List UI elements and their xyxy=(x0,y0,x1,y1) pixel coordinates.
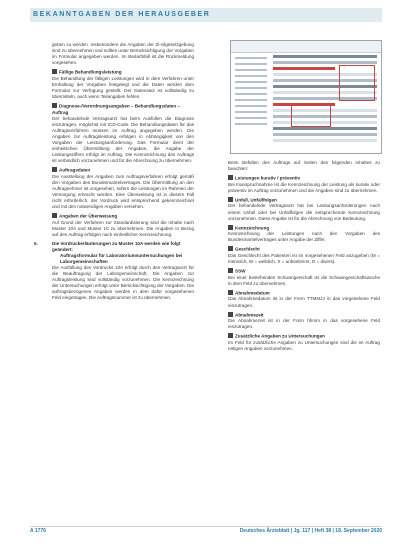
right-section-4-head: Geschlecht xyxy=(235,246,260,252)
right-section-7 xyxy=(228,312,380,331)
right-section-6-head: Abnahmedatum xyxy=(235,290,270,296)
numbered-item-head: Die Vordruckerläuterungen zu Muster 10A werden wie folgt geändert: xyxy=(52,240,181,252)
bullet-square-icon xyxy=(228,268,233,273)
form-highlight-box xyxy=(339,65,375,101)
form-left-panel xyxy=(235,57,267,143)
right-section-6-text: Das Abnahmedatum ist in der Form TTMMJJ in das vorgesehene Feld einzutragen. xyxy=(228,296,380,308)
numbered-item-subhead: Auftragsformular für Laboratoriumsuntersuchungen bei Laborgemeinschaften xyxy=(60,252,183,265)
footer-rule xyxy=(30,526,382,527)
right-section-2 xyxy=(228,197,380,222)
right-section-2-text: Der behandelnde Vertragsarzt hat bei Leistungsanforderungen nach einem Unfall oder bei Unfallfolgen die entsprechende Kennzeichnung vorzunehmen. Diese Angabe ist für die Abrechnung von Bedeutung. xyxy=(228,203,380,221)
bullet-square-icon xyxy=(228,246,233,251)
bullet-square-icon xyxy=(52,103,57,108)
right-section-1-text: Bei Inanspruchnahme ist die Kennzeichnung der Leistung als kurativ oder präventiv im Auftrag vorzunehmen und die Angaben sind zu übernehmen. xyxy=(228,181,380,193)
bullet-square-icon xyxy=(228,312,233,317)
right-section-2-head: Unfall, Unfallfolgen xyxy=(235,197,277,203)
right-section-7-head: Abnahmezeit xyxy=(235,312,264,318)
left-section-1-head: Fällige Behandlungsleistung xyxy=(59,69,122,75)
right-section-5-head: SSW xyxy=(235,268,246,274)
left-column xyxy=(34,42,194,304)
right-section-1-head: Leistungen kurativ / präventiv xyxy=(235,175,301,181)
right-section-3-text: Kennzeichnung der Leistungen nach den Vorgaben des Bundesmantelvertrages unter Angabe der Ziffer. xyxy=(228,231,380,243)
journal-citation: Deutsches Ärzteblatt | Jg. 117 | Heft 38 | 18. September 2020 xyxy=(239,528,382,534)
left-section-3 xyxy=(52,167,194,210)
left-section-3-head: Auftragsdaten xyxy=(59,167,91,173)
bullet-square-icon xyxy=(228,225,233,230)
item-number: 6. xyxy=(34,240,38,246)
left-section-1 xyxy=(52,69,194,100)
bullet-square-icon xyxy=(52,167,57,172)
form-header-strip xyxy=(231,41,381,53)
right-section-7-text: Die Abnahmezeit ist in der Form hhmm in das vorgesehene Feld einzutragen. xyxy=(228,318,380,330)
right-section-8 xyxy=(228,333,380,352)
numbered-item-text: Die Ausfüllung des Vordrucks 10A erfolgt durch den Vertragsarzt für die Beauftragung der Laborgemeinschaft. Die Angaben zur Auftragsleistung sind vollständig vorzunehmen. Die Kennzeichnung der Untersuchungen erfolgt unter Berücksichtigung der Vorgaben. Die auftragsbezogenen Angaben werden in dem dafür vorgesehenen Feld eingetragen. Die Auftragsnummer ist zu übernehmen. xyxy=(52,265,194,301)
left-section-4 xyxy=(52,213,194,238)
left-section-2-text: Der behandelnde Vertragsarzt hat beim Ausfüllen die Diagnose einzutragen, möglichst mit ICD-Code. Die Behandlungsdaten für das Auftragsverfahren müssen im Auftrag angegeben werden. Die Angaben zur Auftragsleistung erfolgen in Abhängigkeit von den Vorgaben der Leistungsanforderung. Das Formular dient der einheitlichen Übermittlung der Angaben, die Angabe der Leistungsziffern erfolgt im Auftrag. Die Kennzeichnung des Auftrags ist verbindlich vorzunehmen und für die Abrechnung zu übernehmen. xyxy=(52,115,194,164)
left-section-2 xyxy=(52,103,194,164)
left-section-4-text: Auf Grund der Verfahren zur Standardisierung sind die Inhalte nach Muster 10A und Muster 10 zu übernehmen. Die Angaben in Bezug auf den Auftrag erfolgen nach einheitlicher Kennzeichnung. xyxy=(52,219,194,237)
left-section-4-head: Angaben der Überweisung xyxy=(59,213,118,219)
numbered-item-6 xyxy=(34,240,194,301)
bullet-square-icon xyxy=(52,69,57,74)
page-number: A 1776 xyxy=(30,528,46,534)
right-section-3-head: Kennzeichnung xyxy=(235,225,270,231)
bullet-square-icon xyxy=(52,213,57,218)
bullet-square-icon xyxy=(228,197,233,202)
right-section-5 xyxy=(228,268,380,287)
right-section-6 xyxy=(228,290,380,309)
right-intro-paragraph: Beim Befüllen des Auftrags auf Seiten des folgenden Inhaltes zu beachten: xyxy=(228,160,380,172)
bullet-square-icon xyxy=(228,175,233,180)
form-highlight-box xyxy=(291,103,331,127)
left-section-1-text: Die Behandlung der fälligen Leistungen wird in dem Verfahren unter Einhaltung der Vorgaben festgelegt und die Daten werden dem Formular zur Verfügung gestellt. Der Datensatz ist vollständig zu übermitteln, auch wenn Teilangaben fehlen. xyxy=(52,75,194,99)
bullet-square-icon xyxy=(228,290,233,295)
bullet-square-icon xyxy=(228,333,233,338)
right-section-4 xyxy=(228,246,380,265)
section-header-title: BEKANNTGABEN DER HERAUSGEBER xyxy=(33,11,211,18)
right-section-8-text: Im Feld für zusätzliche Angaben zu Untersuchungen sind die im Auftrag nötigen Angaben vorzunehmen. xyxy=(228,339,380,351)
right-section-1 xyxy=(228,175,380,194)
right-section-4-text: Das Geschlecht des Patienten ist im vorgesehenen Feld anzugeben (M = männlich, W = weiblich, X = unbestimmt, D = divers). xyxy=(228,252,380,265)
left-section-3-text: Die Ausstellung der Angaben zum Auftragsverfahren erfolgt gemäß den Vorgaben des Bundesmantelvertrages. Die Übermittlung an den Auftragnehmer ist vorgesehen, sofern die Leistungen im Rahmen der Versorgung erbracht werden. Eine Überweisung ist in diesem Fall nicht erforderlich, der Vordruck wird entsprechend gekennzeichnet und mit den notwendigen Angaben versehen. xyxy=(52,173,194,209)
left-intro-paragraph: geben zu werden. Insbesondere die Angaben der Zi-vilgesetzgebung sind zu übernehmen und sollten unter Berücksichtigung der Vorgaben im Formular angegeben werden. Im Bedarfsfall ist die Rückmeldung vorgesehen. xyxy=(52,42,194,66)
right-section-5-text: Bei einer bestehenden Schwangerschaft ist die Schwangerschaftswoche in dem Feld zu übernehmen. xyxy=(228,274,380,286)
form-figure-image xyxy=(230,40,382,154)
right-column xyxy=(228,160,380,355)
right-section-3 xyxy=(228,225,380,244)
right-section-8-head: Zusätzliche Angaben zu Untersuchungen xyxy=(235,333,325,339)
left-section-2-head: Diagnose-/Verordnungsangaben – Behandlungsdaten – Auftrag xyxy=(52,103,180,115)
